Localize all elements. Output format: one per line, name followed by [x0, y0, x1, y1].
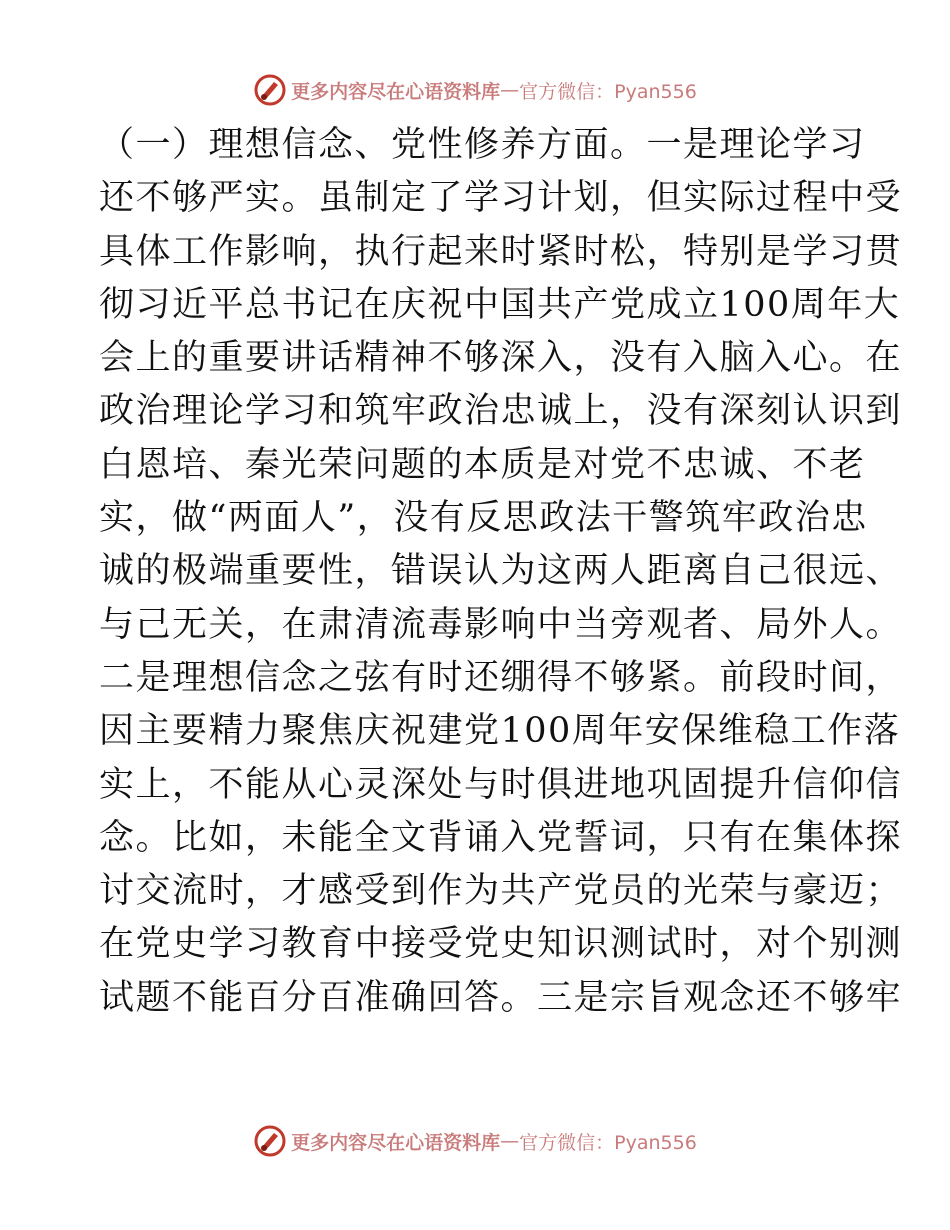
footer-banner [0, 1121, 950, 1161]
brush-circle-logo-icon [253, 73, 287, 107]
text-line: 试题不能百分百准确回答。三是宗旨观念还不够牢 [99, 977, 903, 1018]
text-line: 二是理想信念之弦有时还绷得不够紧。前段时间， [99, 657, 903, 698]
text-line: 念。比如，未能全文背诵入党誓词，只有在集体探 [99, 817, 903, 858]
text-line: 因主要精力聚焦庆祝建党100周年安保维稳工作落 [99, 711, 901, 752]
text-line: 具体工作影响，执行起来时紧时松，特别是学习贯 [99, 231, 903, 272]
banner-main-text: 更多内容尽在心语资料库 [291, 80, 501, 103]
text-line: 还不够严实。虽制定了学习计划，但实际过程中受 [99, 178, 903, 219]
text-line: 讨交流时，才感受到作为共产党员的光荣与豪迈； [99, 871, 903, 912]
text-line: （一）理想信念、党性修养方面。一是理论学习 [99, 125, 866, 165]
brush-circle-logo-icon [253, 1124, 287, 1158]
text-line: 政治理论学习和筑牢政治忠诚上，没有深刻认识到 [99, 391, 903, 432]
text-line: 白恩培、秦光荣问题的本质是对党不忠诚、不老 [99, 444, 866, 485]
text-line: 与己无关，在肃清流毒影响中当旁观者、局外人。 [99, 604, 903, 645]
text-line: 实，做“两面人”，没有反思政法干警筑牢政治忠 [99, 498, 868, 539]
banner-contact-text: 官方微信：Pyan556 [519, 1131, 697, 1154]
text-line: 会上的重要讲话精神不够深入，没有入脑入心。在 [99, 338, 903, 379]
text-line: 彻习近平总书记在庆祝中国共产党成立100周年大 [99, 284, 901, 325]
banner-main-text: 更多内容尽在心语资料库 [291, 1131, 501, 1154]
banner-separator: — [500, 79, 520, 101]
banner-contact-text: 官方微信：Pyan556 [519, 80, 697, 103]
document-body [99, 119, 903, 1025]
banner-separator: — [500, 1130, 520, 1152]
text-line: 在党史学习教育中接受党史知识测试时，对个别测 [99, 924, 903, 965]
header-banner [0, 70, 950, 110]
text-line: 实上，不能从心灵深处与时俱进地巩固提升信仰信 [99, 764, 903, 805]
text-line: 诚的极端重要性，错误认为这两人距离自己很远、 [99, 551, 903, 592]
